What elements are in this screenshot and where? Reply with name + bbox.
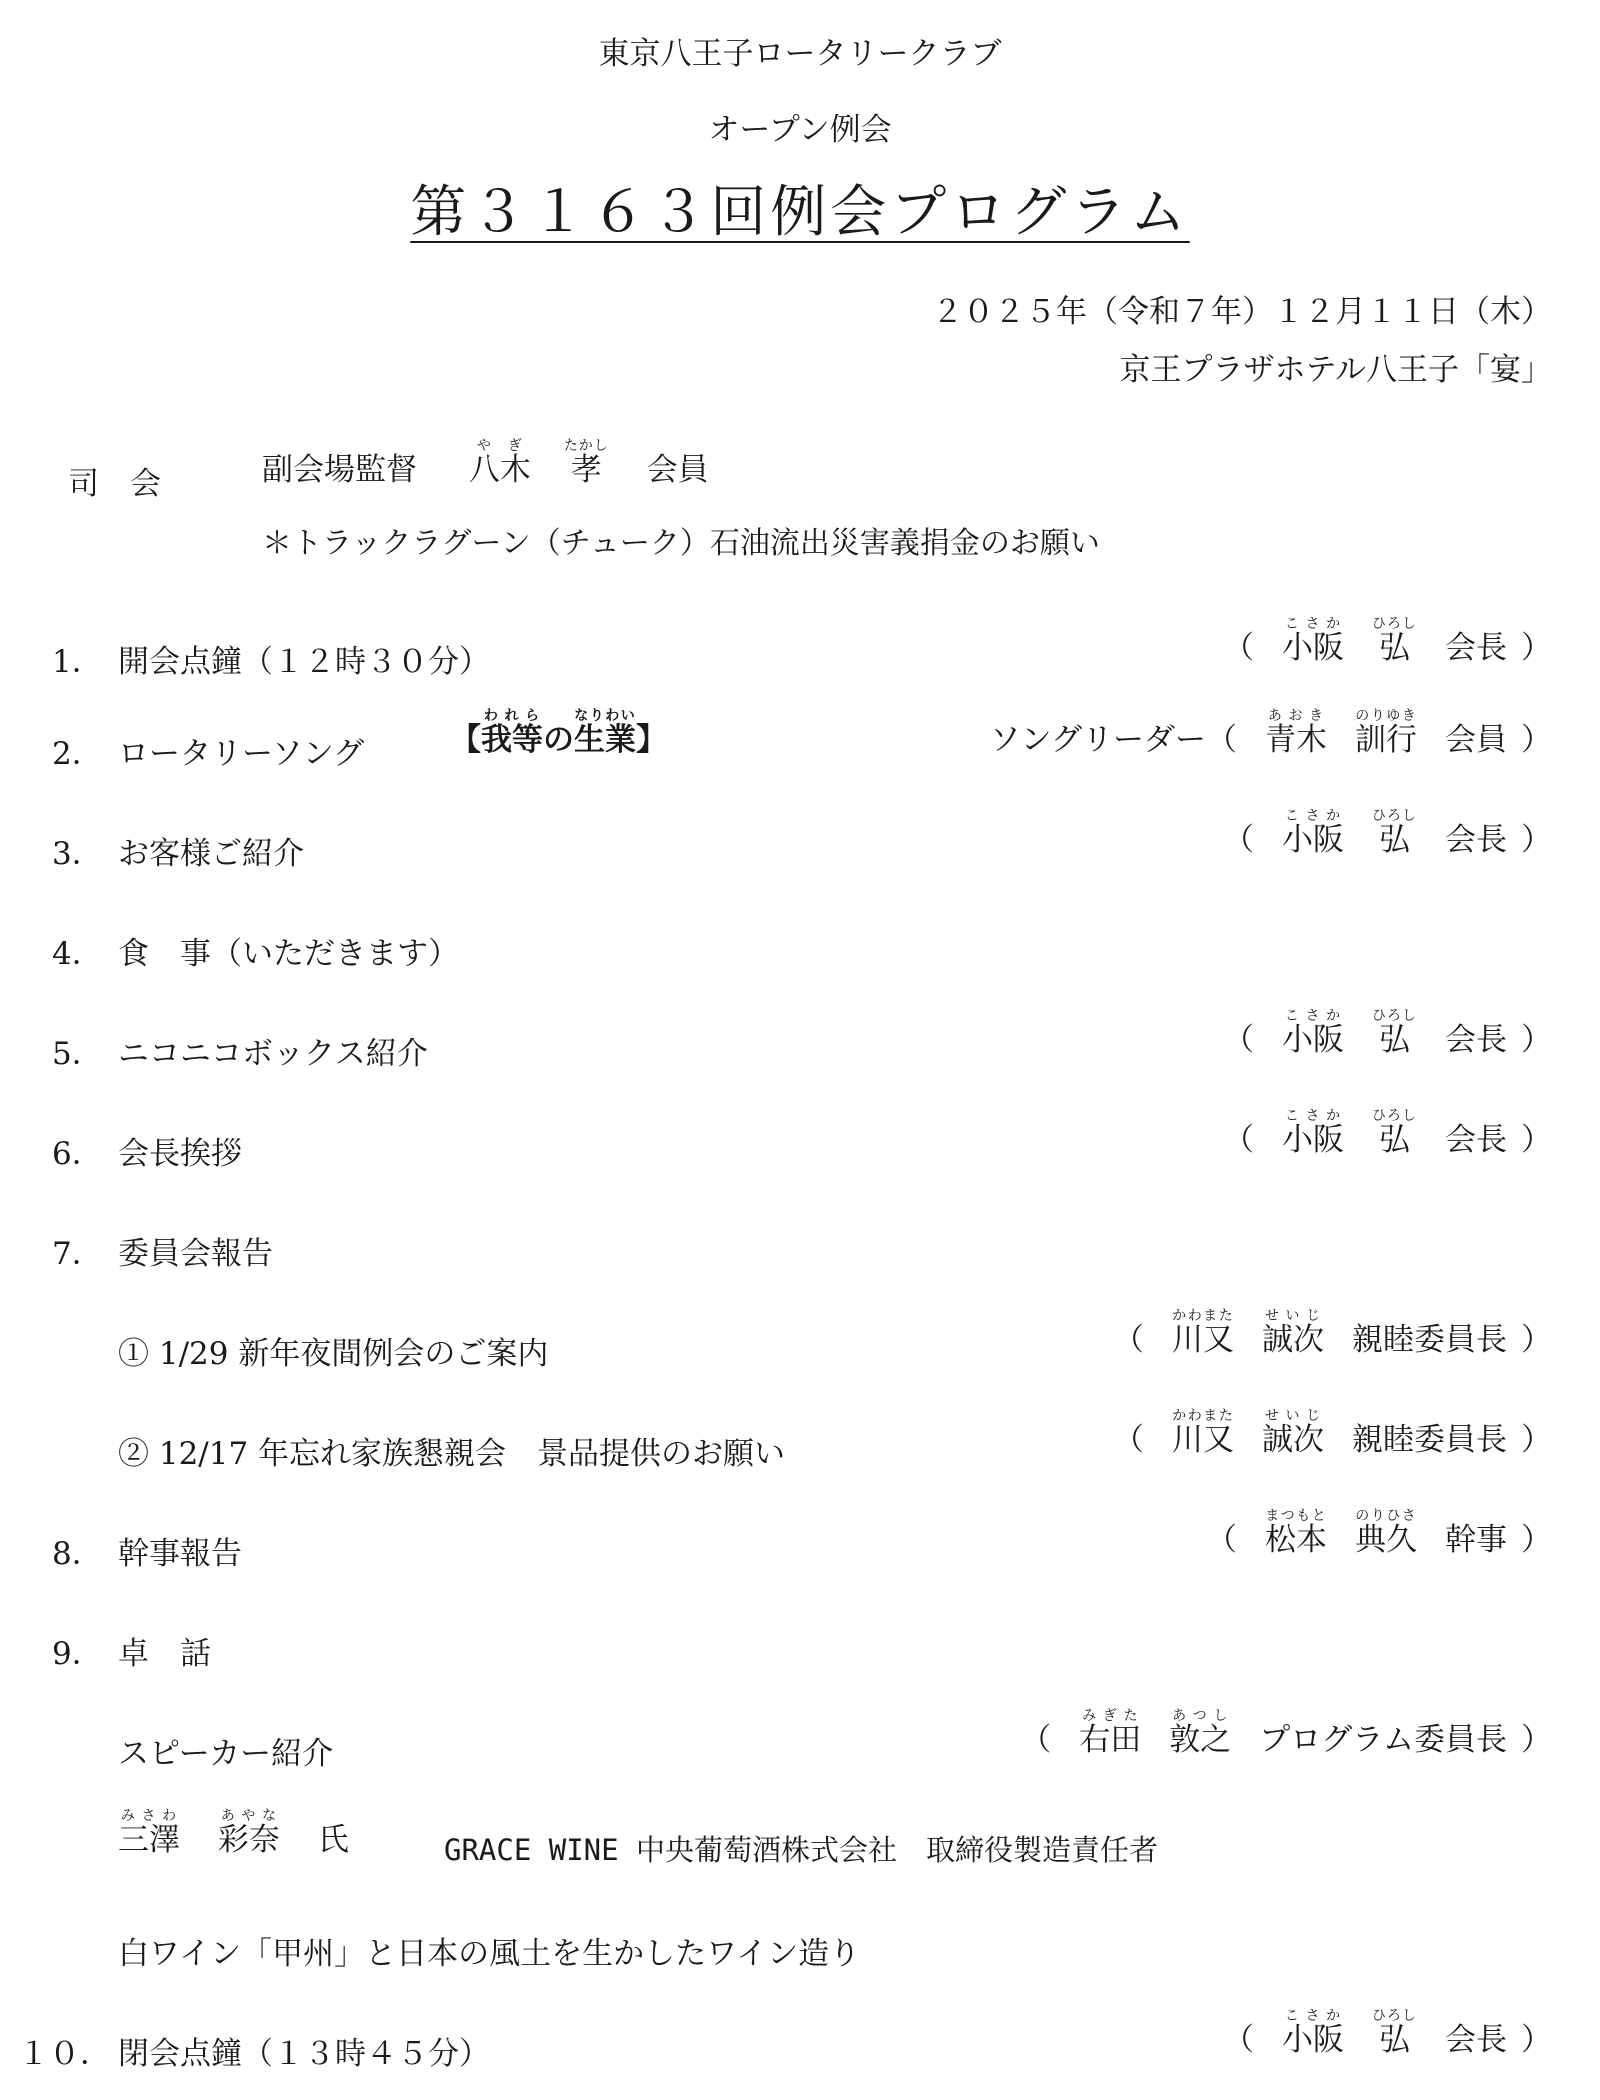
meeting-type: オープン例会: [708, 112, 892, 148]
item-number: 5．: [52, 1036, 103, 1072]
item-7-sub-2: ② 12/17 年忘れ家族懇親会 景品提供のお願い: [118, 1436, 786, 1472]
mc-family-name: 八木やぎ: [468, 438, 531, 488]
speaker-line: [118, 1808, 349, 1859]
item-2-text: ロータリーソング: [118, 736, 365, 772]
item-7-sub-2-person: （ 川又かわまた 誠次せいじ 親睦委員長 ）: [1113, 1408, 1552, 1458]
talk-topic: 白ワイン「甲州」と日本の風土を生かしたワイン造り: [118, 1936, 861, 1972]
item-7-sub-1-person: （ 川又かわまた 誠次せいじ 親睦委員長 ）: [1113, 1308, 1552, 1358]
item-number: 8．: [52, 1536, 103, 1572]
speaker-affiliation: GRACE WINE 中央葡萄酒株式会社 取締役製造責任者: [444, 1833, 1159, 1867]
mc-line: [262, 438, 709, 489]
mc-suffix: 会員: [646, 452, 709, 488]
item-10-person: （ 小阪こさか 弘ひろし 会長 ）: [1223, 2008, 1552, 2058]
item-9-text: 卓 話: [118, 1636, 211, 1672]
speaker-suffix: 氏: [317, 1822, 349, 1858]
item-5-text: ニコニコボックス紹介: [118, 1036, 428, 1072]
item-number: 7．: [52, 1236, 103, 1272]
speaker-intro-label: スピーカー紹介: [118, 1736, 334, 1772]
song-title: 【我等われらの生業なりわい】: [450, 708, 667, 758]
item-6-text: 会長挨拶: [118, 1136, 242, 1172]
item-2-person: ソングリーダー （ 青木あおき 訓行のりゆき 会員 ）: [989, 708, 1552, 758]
meeting-venue: 京王プラザホテル八王子「宴」: [1119, 352, 1552, 388]
item-1-text: 開会点鐘（１２時３０分）: [118, 644, 490, 680]
item-3-person: （ 小阪こさか 弘ひろし 会長 ）: [1223, 808, 1552, 858]
item-number: 3．: [52, 836, 103, 872]
item-5-person: （ 小阪こさか 弘ひろし 会長 ）: [1223, 1008, 1552, 1058]
meeting-date: ２０２５年（令和７年）１２月１１日（木）: [932, 294, 1552, 330]
speaker-family-name: 三澤みさわ: [118, 1808, 180, 1858]
item-number: 6．: [52, 1136, 103, 1172]
item-7-sub-1: ① 1/29 新年夜間例会のご案内: [118, 1336, 549, 1372]
item-8-person: （ 松本まつもと 典久のりひさ 幹事 ）: [1206, 1508, 1552, 1558]
item-number: 2．: [52, 736, 103, 772]
item-1-person: （ 小阪こさか 弘ひろし 会長 ）: [1223, 616, 1552, 666]
mc-role: 副会場監督: [262, 452, 417, 488]
club-name: 東京八王子ロータリークラブ: [598, 36, 1002, 72]
item-number: １０．: [18, 2036, 111, 2072]
mc-label: 司 会: [68, 466, 161, 502]
mc-note: ＊トラックラグーン（チューク）石油流出災害義捐金のお願い: [262, 526, 1100, 561]
item-number: 9．: [52, 1636, 103, 1672]
page-title: 第３１６３回例会プログラム: [410, 180, 1190, 245]
item-8-text: 幹事報告: [118, 1536, 242, 1572]
item-9-person: （ 右田みぎた 敦之あつし プログラム委員長 ）: [1020, 1708, 1552, 1758]
mc-given-name: 孝たかし: [563, 438, 609, 488]
item-4-text: 食 事（いただきます）: [118, 936, 459, 972]
item-6-person: （ 小阪こさか 弘ひろし 会長 ）: [1223, 1108, 1552, 1158]
item-number: 1．: [52, 644, 103, 680]
item-3-text: お客様ご紹介: [118, 836, 304, 872]
item-7-text: 委員会報告: [118, 1236, 273, 1272]
item-10-text: 閉会点鐘（１３時４５分）: [118, 2036, 490, 2072]
speaker-given-name: 彩奈あやな: [217, 1808, 280, 1858]
item-number: 4．: [52, 936, 103, 972]
